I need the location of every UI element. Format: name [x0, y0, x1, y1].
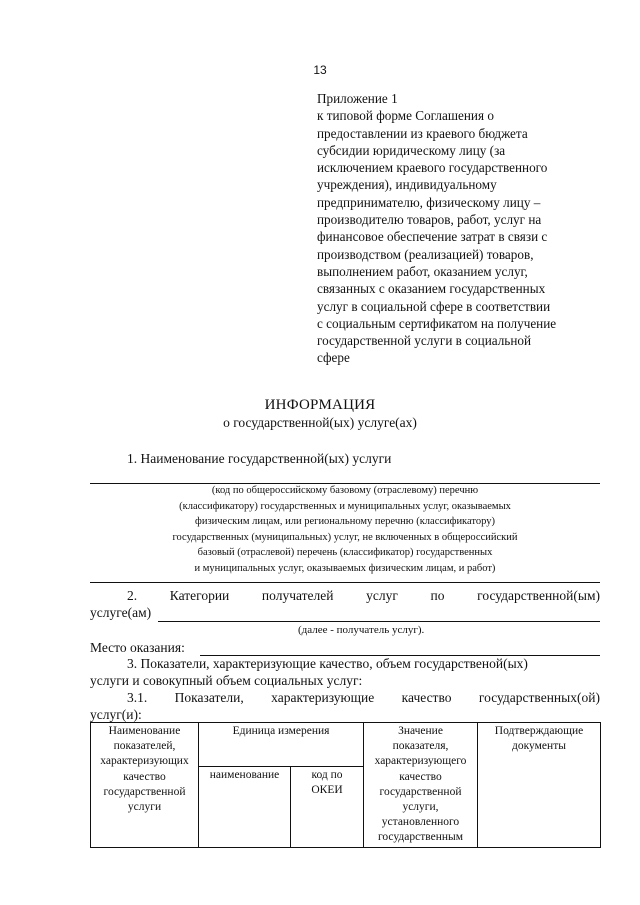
appendix-line: связанных с оказанием государственных: [317, 281, 546, 297]
header-unit-name: наименование: [199, 766, 291, 847]
note-line: государственных (муниципальных) услуг, не включенных в общероссийский: [172, 531, 518, 543]
table-header-row: [91, 723, 601, 767]
indicators-table: [90, 722, 601, 848]
document-subtitle: о государственной(ых) услуге(ах): [223, 415, 417, 430]
header-line: государственным: [377, 831, 464, 844]
appendix-line: производителю товаров, работ, услуг на: [317, 212, 542, 228]
section31-line2: услуг(и):: [90, 707, 142, 722]
appendix-line: учреждения), индивидуальному: [317, 177, 497, 193]
section31-word: 3.1.: [127, 690, 148, 705]
appendix-line: производством (реализацией) товаров,: [317, 246, 534, 262]
section31-word: государственных(ой): [478, 690, 600, 705]
header-line: Наименование: [108, 725, 181, 737]
appendix-line: услуг в социальной сфере в соответствии: [317, 298, 551, 314]
header-value: [364, 723, 478, 848]
section31-word: Показатели,: [174, 690, 244, 705]
header-line: государственной: [379, 785, 462, 798]
header-documents: [478, 723, 601, 848]
section2-word: 2.: [127, 588, 138, 603]
appendix-line: государственной услуги в социальной: [317, 333, 532, 349]
place-label: Место оказания:: [90, 640, 185, 655]
section2-line2: услуге(ам): [90, 605, 152, 620]
section31-word: качество: [401, 690, 452, 705]
section31-word: характеризующие: [271, 690, 375, 705]
header-line: код по: [311, 768, 343, 781]
section1-note: [90, 483, 600, 577]
note-line: (код по общероссийскому базовому (отраслевому) перечню: [211, 485, 479, 496]
section1-bottom-line: [90, 582, 600, 583]
appendix-line: выполнением работ, оказанием услуг,: [317, 263, 528, 279]
header-indicator-name: [91, 723, 199, 848]
appendix-line: с социальным сертификатом на получение: [317, 315, 557, 331]
header-line: качество: [123, 770, 166, 783]
header-unit-code: [291, 766, 364, 847]
document-title: ИНФОРМАЦИЯ: [264, 397, 376, 413]
appendix-line: предпринимателю, физическому лицу –: [317, 194, 541, 210]
section2-word: по: [430, 588, 445, 603]
header-line: характеризующего: [374, 755, 467, 768]
page-number: 13: [313, 63, 327, 77]
section3-line2: услуги и совокупный объем социальных услуг:: [90, 673, 363, 688]
section2-word: Категории: [169, 588, 230, 603]
section2-word: государственной(ым): [477, 588, 600, 603]
appendix-line: к типовой форме Соглашения о: [317, 108, 494, 124]
header-line: показателей,: [113, 740, 176, 753]
header-line: показателя,: [392, 740, 449, 753]
note-line: и муниципальных услуг, оказываемых физическим лицам, и работ): [194, 562, 496, 574]
appendix-line: Приложение 1: [317, 91, 398, 106]
section2-word: услуг: [366, 588, 398, 603]
appendix-line: исключением краевого государственного: [317, 160, 548, 176]
appendix-line: субсидии юридическому лицу (за: [317, 142, 506, 158]
header-line: характеризующих: [100, 755, 189, 768]
header-line: Значение: [398, 725, 443, 737]
section3-line1: 3. Показатели, характеризующие качество, объем государственой(ых): [127, 656, 528, 671]
section31-line1: [127, 690, 600, 706]
header-line: качество: [399, 770, 442, 783]
section1-label: 1. Наименование государственной(ых) услуги: [127, 451, 392, 466]
header-line: ОКЕИ: [311, 784, 343, 797]
note-line: (классификатору) государственных и муниципальных услуг, оказываемых: [179, 500, 511, 512]
section2-line1: [127, 588, 600, 604]
header-line: государственной: [103, 785, 186, 798]
header-line: установленного: [381, 816, 460, 829]
header-line: услуги: [127, 801, 162, 814]
appendix-line: финансовое обеспечение затрат в связи с: [317, 229, 548, 245]
appendix-line: предоставлении из краевого бюджета: [317, 125, 528, 141]
header-unit: Единица измерения: [199, 723, 364, 767]
note-line: базовый (отраслевой) перечень (классификатор) государственных: [197, 547, 493, 559]
note-line: физическим лицам, или региональному перечню (классификатору): [195, 516, 495, 528]
header-line: Подтверждающие: [494, 725, 584, 737]
header-line: документы: [512, 740, 566, 753]
section2-note: (далее - получатель услуг).: [298, 624, 425, 636]
header-line: услуги,: [402, 801, 439, 814]
section2-word: получателей: [261, 588, 334, 603]
section2-fill-line: [158, 621, 600, 622]
appendix-block: [317, 90, 617, 367]
appendix-line: сфере: [317, 350, 350, 366]
